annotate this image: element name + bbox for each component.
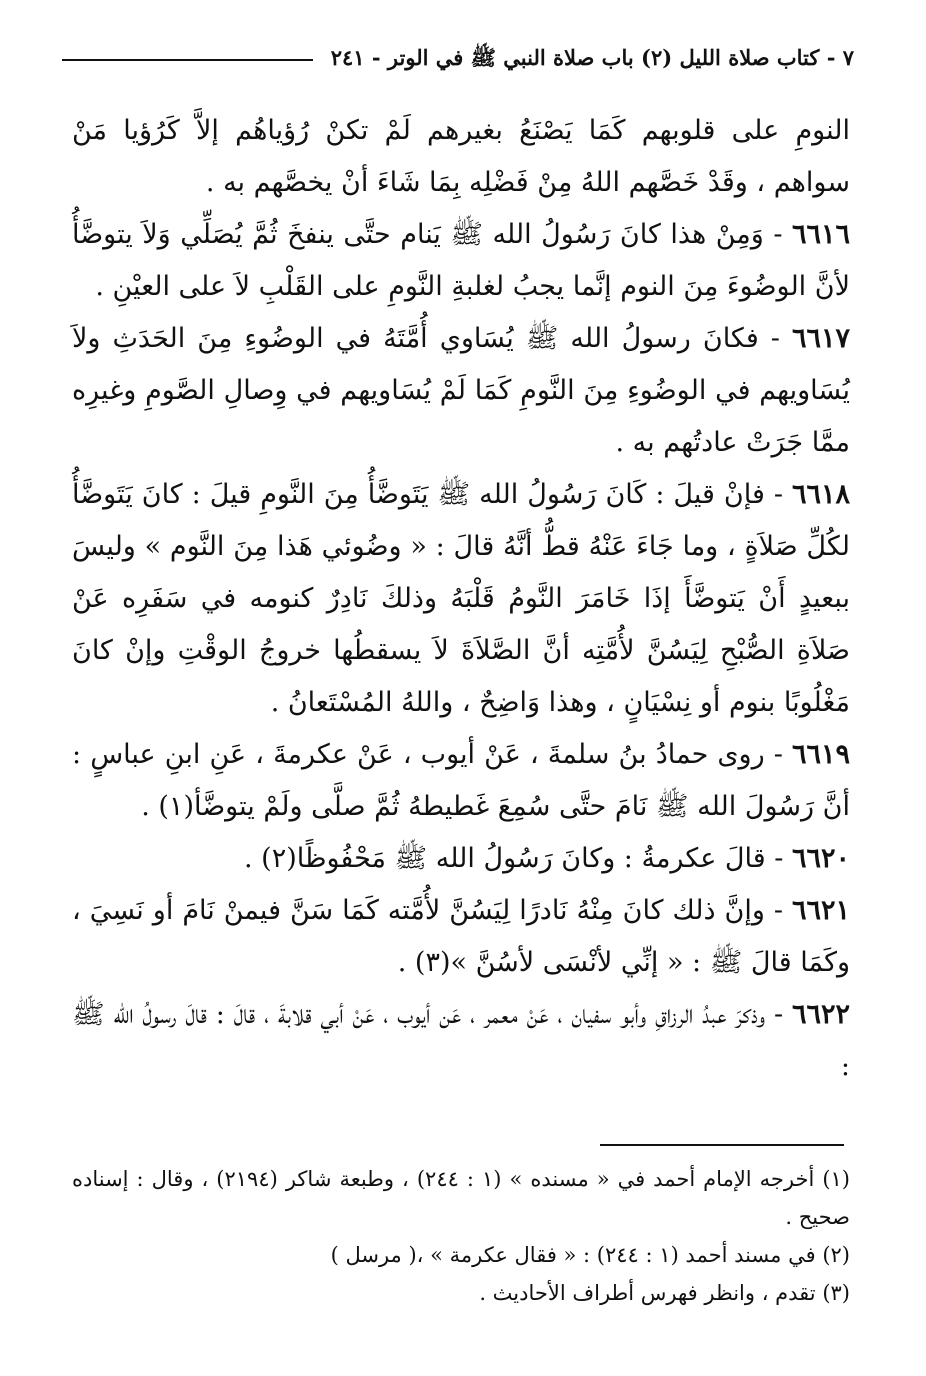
paragraph-text: - روى حمادُ بنُ سلمةَ ، عَنْ أيوب ، عَنْ عكرمةَ ، عَنِ ابنِ عباسٍ : أنَّ رَسُولَ الله ﷺ نَامَ حتَّى سُمِعَ غَطيطهُ ثُمَّ صلَّى ولَمْ يتوضَّأ(١) . [72, 739, 850, 822]
footnote-3: (٣) تقدم ، وانظر فهرس أطراف الأحاديث . [479, 1281, 850, 1305]
footnote-separator [600, 1144, 844, 1146]
paragraph-text: - وذكرَ عبدُ الرزاقِ وأبو سفيان ، عَنْ معمر ، عَن أيوب ، عَنْ أبي قلابةَ ، قالَ : قالَ رسولُ الله ﷺ : [72, 999, 850, 1082]
paragraph-text: - فكانَ رسولُ الله ﷺ يُسَاوي أُمَّتَهُ في الوضُوءِ مِنَ الحَدَثِ ولاَ يُسَاويهم في الوضُوءِ مِنَ النَّومِ كَمَا لَمْ يُسَاويهم في وِصالِ الصَّومِ وغيرِه ممَّا جَرَتْ عادتُهم به . [72, 323, 850, 458]
page-header [62, 40, 854, 80]
paragraph-6621 [72, 885, 850, 989]
footnote-1: (١) أخرجه الإمام أحمد في « مسنده » (١ : ٢٤٤) ، وطبعة شاكر (٢١٩٤) ، وقال : إسناده صحيح . [72, 1167, 850, 1229]
running-title: ٧ - كتاب صلاة الليل (٢) باب صلاة النبي ﷺ في الوتر - ٢٤١ [330, 44, 854, 70]
paragraph-number: ٦٦٢١ [791, 895, 850, 926]
paragraph-text: - قالَ عكرمةُ : وكانَ رَسُولُ الله ﷺ مَحْفُوظًا(٢) . [244, 843, 784, 874]
paragraph-number: ٦٦١٧ [791, 323, 850, 354]
paragraph-text: - وَمِنْ هذا كانَ رَسُولُ الله ﷺ يَنام حتَّى ينفخَ ثُمَّ يُصَلِّي وَلاَ يتوضَّأُ لأنَّ الوضُوءَ مِنَ النوم إنَّما يجبُ لغلبةِ النَّومِ على القَلْبِ لاَ على العيْنِ . [72, 219, 850, 302]
footnotes [72, 1160, 850, 1312]
footnote-2: (٢) في مسند أحمد (١ : ٢٤٤) : « فقال عكرمة » ،( مرسل ) [330, 1243, 850, 1267]
paragraph-number: ٦٦١٦ [791, 219, 850, 250]
paragraph-continuation [72, 105, 850, 209]
paragraph-text: - فإنْ قيلَ : كَانَ رَسُولُ الله ﷺ يَتَوضَّأُ مِنَ النَّومِ قيلَ : كانَ يَتَوضَّأُ لكُلِّ صَلاَةٍ ، وما جَاءَ عَنْهُ قطُّ أنَّهُ قالَ : « وضُوئي هَذا مِنَ النَّوم » وليسَ ببعيدٍ أَنْ يَتوضَّأَ إذَا خَامَرَ النَّومُ قَلْبَهُ وذلكَ نَادِرٌ كنومه في سَفَرِه عَنْ صَلاَةِ الصُّبْحِ لِيَسُنَّ لأُمَّتِه أنَّ الصَّلاَةَ لاَ يسقطُها خروجُ الوقْتِ وإنْ كانَ مَغْلُوبًا بنوم أو نِسْيَانٍ ، وهذا وَاضِحٌ ، واللهُ المُسْتَعانُ . [72, 479, 850, 718]
paragraph-number: ٦٦٢٢ [791, 999, 850, 1030]
paragraph-6620 [72, 833, 850, 885]
header-rule [62, 59, 313, 61]
paragraph-text: - وإنَّ ذلك كانَ مِنْهُ نَادرًا لِيَسُنَّ لأُمَّته كَمَا سَنَّ فيمنْ نَامَ أو نَسِيَ ، وكَمَا قالَ ﷺ : « إنِّي لأنْسَى لأسُنَّ »(٣) . [72, 895, 850, 978]
paragraph-6622 [72, 989, 850, 1093]
paragraph-6619 [72, 729, 850, 833]
paragraph-text: النومِ على قلوبهم كَمَا يَصْنَعُ بغيرهم لَمْ تكنْ رُؤياهُم إلاَّ كَرُؤيا مَنْ سواهم ، وقَدْ خَصَّهم اللهُ مِنْ فَضْلِه بِمَا شَاءَ أنْ يخصَّهم به . [72, 115, 850, 198]
main-text [72, 105, 850, 1093]
paragraph-number: ٦٦٢٠ [791, 843, 850, 874]
paragraph-6616 [72, 209, 850, 313]
paragraph-6617 [72, 313, 850, 469]
paragraph-number: ٦٦١٨ [791, 479, 850, 510]
paragraph-number: ٦٦١٩ [791, 739, 850, 770]
paragraph-6618 [72, 469, 850, 729]
